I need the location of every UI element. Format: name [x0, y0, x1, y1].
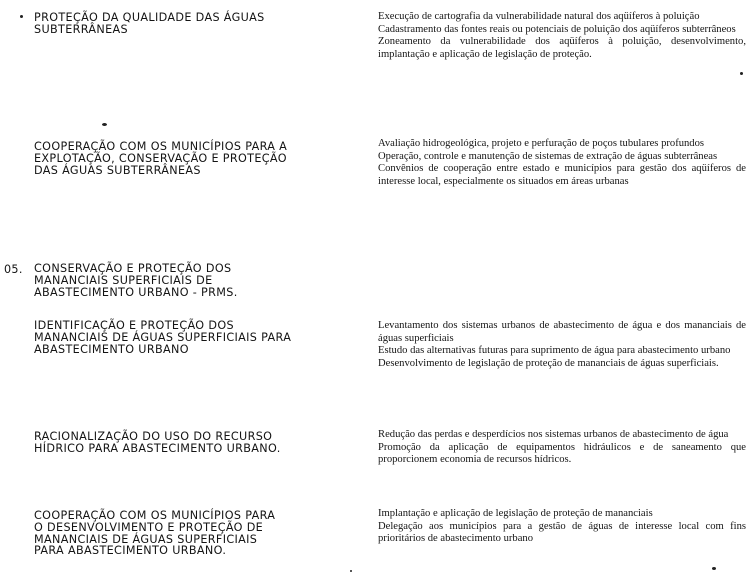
- title-line: COOPERAÇÃO COM OS MUNICÍPIOS PARA: [34, 509, 276, 522]
- list-item: Promoção da aplicação de equipamentos hidráulicos e de saneamento que proporcionem economia de recursos hídricos.: [378, 441, 746, 466]
- list-item: Execução de cartografia da vulnerabilidade natural dos aqüíferos à poluição: [378, 11, 700, 22]
- scan-speck: [20, 15, 23, 18]
- title-line: O DESENVOLVIMENTO E PROTEÇÃO DE: [34, 520, 264, 534]
- list-item: Zoneamento da vulnerabilidade dos aqüíferos à poluição, desenvolvimento, implantação e aplicação de legislação de proteção.: [378, 36, 746, 60]
- title-line: MANANCIAIS SUPERFICIAIS DE: [34, 273, 213, 287]
- scan-speck: [350, 570, 352, 572]
- block-title-racionalizacao: [34, 431, 384, 455]
- list-item: Desenvolvimento de legislação de proteção de mananciais de águas superficiais.: [378, 357, 719, 369]
- list-item: Operação, controle e manutenção de sistemas de extração de águas subterrâneas: [378, 150, 718, 162]
- title-line: EXPLOTAÇÃO, CONSERVAÇÃO E PROTEÇÃO: [34, 151, 287, 165]
- title-line: HÍDRICO PARA ABASTECIMENTO URBANO.: [34, 441, 281, 455]
- list-item: Levantamento dos sistemas urbanos de abastecimento de água e dos mananciais de águas superficiais: [378, 320, 746, 344]
- title-line: SUBTERRÂNEAS: [34, 22, 129, 36]
- title-line: COOPERAÇÃO COM OS MUNICÍPIOS PARA A: [34, 140, 288, 153]
- block-title-cooperacao-superficiais: [34, 510, 384, 557]
- section-title-conservacao: [34, 263, 384, 298]
- list-item: Cadastramento das fontes reais ou potenciais de poluição dos aqüíferos subterrâneos: [378, 23, 736, 35]
- list-item: Delegação aos municípios para a gestão de águas de interesse local com fins prioritários de abastecimento urbano: [378, 520, 746, 545]
- title-line: PROTEÇÃO DA QUALIDADE DAS ÁGUAS: [34, 11, 265, 24]
- block-items-identificacao: [378, 320, 746, 370]
- block-title-identificacao: [34, 320, 384, 355]
- list-item: Convênios de cooperação entre estado e municípios para gestão dos aqüíferos de interesse local, especialmente os situados em áreas urbanas: [378, 163, 746, 187]
- list-item: Implantação e aplicação de legislação de proteção de mananciais: [378, 508, 653, 519]
- block-title-cooperacao-subterraneas: [34, 141, 384, 176]
- scan-speck: [102, 123, 107, 126]
- title-line: RACIONALIZAÇÃO DO USO DO RECURSO: [34, 430, 273, 443]
- title-line: IDENTIFICAÇÃO E PROTEÇÃO DOS: [34, 319, 234, 332]
- list-item: Avaliação hidrogeológica, projeto e perfuração de poços tubulares profundos: [378, 138, 705, 149]
- title-line: MANANCIAIS DE ÁGUAS SUPERFICIAIS PARA: [34, 330, 292, 344]
- block-title-protecao-qualidade: [34, 12, 384, 36]
- title-line: CONSERVAÇÃO E PROTEÇÃO DOS: [34, 262, 232, 275]
- list-item: Estudo das alternativas futuras para suprimento de água para abastecimento urbano: [378, 345, 731, 357]
- block-items-protecao-qualidade: [378, 11, 746, 61]
- title-line: ABASTECIMENTO URBANO: [34, 342, 189, 356]
- title-line: MANANCIAIS DE ÁGUAS SUPERFICIAIS: [34, 532, 258, 546]
- scan-speck: [712, 567, 716, 570]
- section-number: 05.: [4, 263, 23, 276]
- title-line: PARA ABASTECIMENTO URBANO.: [34, 544, 227, 558]
- title-line: DAS ÁGUAS SUBTERRÂNEAS: [34, 163, 201, 177]
- block-items-cooperacao-subterraneas: [378, 138, 746, 188]
- block-items-racionalizacao: [378, 429, 746, 467]
- block-items-cooperacao-superficiais: [378, 508, 746, 546]
- list-item: Redução das perdas e desperdícios nos sistemas urbanos de abastecimento de água: [378, 429, 729, 440]
- title-line: ABASTECIMENTO URBANO - PRMS.: [34, 285, 238, 299]
- scan-speck: [740, 72, 743, 75]
